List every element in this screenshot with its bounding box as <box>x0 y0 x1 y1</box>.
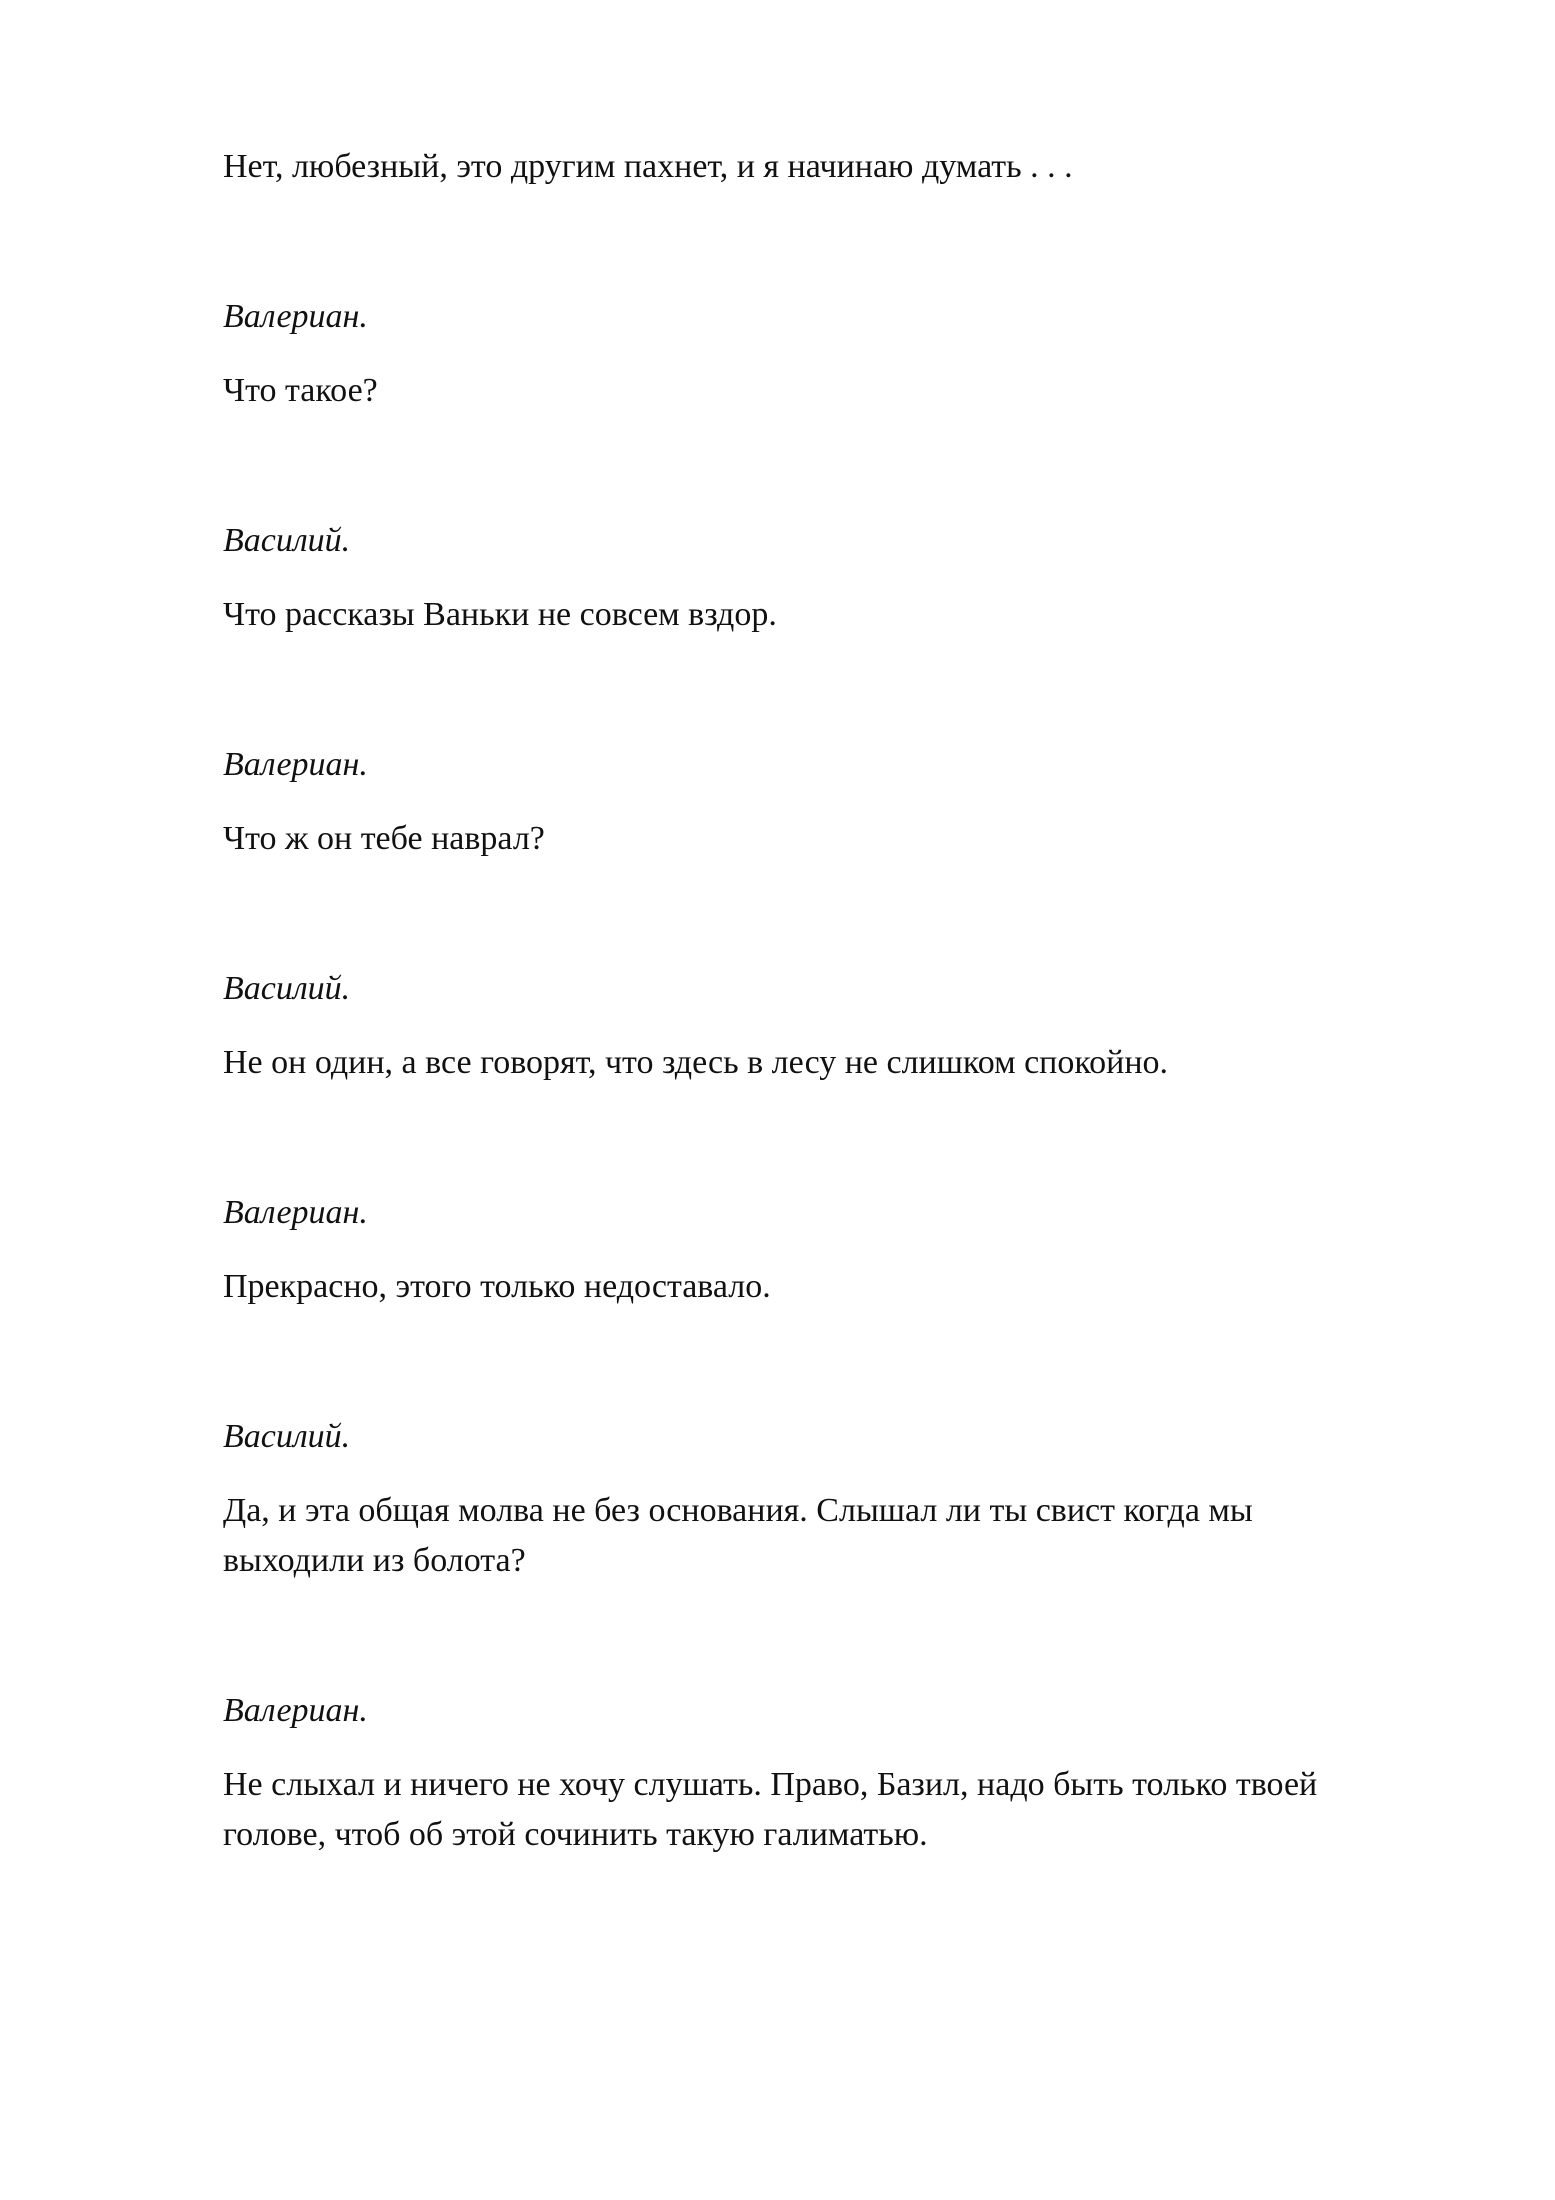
dialogue-line: Да, и эта общая молва не без основания. Слышал ли ты свист когда мы <box>223 1492 1253 1529</box>
dialogue-line: Прекрасно, этого только недоставало. <box>223 1268 771 1305</box>
opening-line: Нет, любезный, это другим пахнет, и я начинаю думать . . . <box>223 148 1073 185</box>
speaker-name: Валериан. <box>223 1692 368 1729</box>
speaker-name: Валериан. <box>223 1194 368 1231</box>
speaker-name: Валериан. <box>223 746 368 783</box>
dialogue-line: Не слыхал и ничего не хочу слушать. Право, Базил, надо быть только твоей <box>223 1766 1318 1803</box>
dialogue-line: выходили из болота? <box>223 1542 526 1579</box>
dialogue-line: Что ж он тебе наврал? <box>223 820 545 857</box>
dialogue-paragraph <box>223 1760 1423 1860</box>
document-body <box>223 142 1423 1860</box>
dialogue-line: Что рассказы Ваньки не совсем вздор. <box>223 596 777 633</box>
dialogue-line: Не он один, а все говорят, что здесь в лесу не слишком спокойно. <box>223 1044 1169 1081</box>
speaker-name: Василий. <box>223 970 351 1007</box>
dialogue-paragraph <box>223 1486 1423 1586</box>
dialogue-line: Что такое? <box>223 372 378 409</box>
dialogue-line: голове, чтоб об этой сочинить такую галиматью. <box>223 1816 928 1853</box>
speaker-name: Василий. <box>223 522 351 559</box>
speaker-name: Валериан. <box>223 298 368 335</box>
speaker-name: Василий. <box>223 1418 351 1455</box>
